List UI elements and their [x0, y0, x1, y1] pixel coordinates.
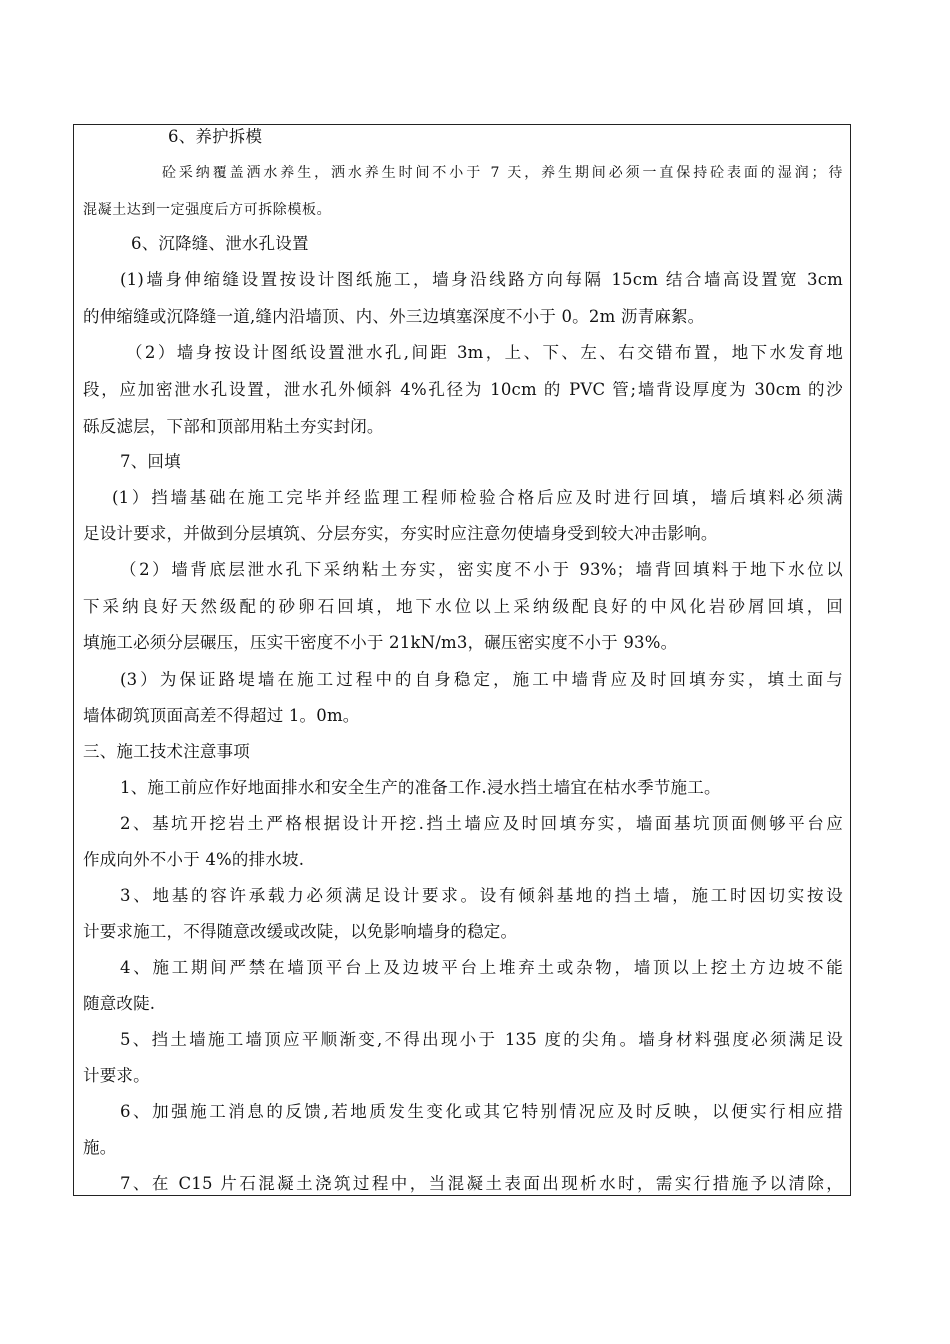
paragraph-line: （2）墙背底层泄水孔下采纳粘土夯实，密实度不小于 93%；墙背回填料于地下水位以: [120, 560, 843, 579]
paragraph-line: (1)墙身伸缩缝设置按设计图纸施工，墙身沿线路方向每隔 15cm 结合墙高设置宽 3cm: [120, 270, 843, 289]
paragraph-line: 砾反滤层，下部和顶部用粘土夯实封闭。: [83, 417, 384, 436]
paragraph-line: (3）为保证路堤墙在施工过程中的自身稳定，施工中墙背应及时回填夯实，填土面与: [120, 670, 843, 689]
paragraph-line: 计要求。: [83, 1066, 150, 1085]
paragraph-line: 施。: [83, 1138, 117, 1157]
paragraph-line: 4、施工期间严禁在墙顶平台上及边坡平台上堆弃土或杂物，墙顶以上挖土方边坡不能: [120, 958, 843, 977]
paragraph-line: 填施工必须分层碾压，压实干密度不小于 21kN/m3，碾压密实度不小于 93%。: [83, 633, 678, 652]
paragraph-line: 计要求施工，不得随意改缓或改陡，以免影响墙身的稳定。: [83, 922, 518, 941]
heading-construction-notes: 三、施工技术注意事项: [83, 742, 250, 761]
paragraph-line: (1）挡墙基础在施工完毕并经监理工程师检验合格后应及时进行回填，墙后填料必须满: [112, 488, 843, 507]
paragraph-line: 6、加强施工消息的反馈,若地质发生变化或其它特别情况应及时反映，以便实行相应措: [120, 1102, 843, 1121]
paragraph-line: 下采纳良好天然级配的砂卵石回填，地下水位以上采纳级配良好的中风化岩砂屑回填，回: [83, 597, 843, 616]
paragraph-line: 3、地基的容许承载力必须满足设计要求。设有倾斜基地的挡土墙，施工时因切实按设: [120, 886, 843, 905]
paragraph-line: 随意改陡.: [83, 994, 156, 1013]
paragraph-line: 砼采纳覆盖洒水养生，洒水养生时间不小于 7 天，养生期间必须一直保持砼表面的湿润；待: [162, 165, 843, 181]
paragraph-line: 足设计要求，并做到分层填筑、分层夯实，夯实时应注意勿使墙身受到较大冲击影响。: [83, 524, 718, 543]
heading-backfill: 7、回填: [120, 452, 181, 471]
paragraph-line: 5、挡土墙施工墙顶应平顺渐变,不得出现小于 135 度的尖角。墙身材料强度必须满足设: [120, 1030, 843, 1049]
heading-curing: 6、养护拆模: [168, 127, 263, 146]
heading-settlement-joint: 6、沉降缝、泄水孔设置: [131, 234, 309, 253]
paragraph-line: 段，应加密泄水孔设置，泄水孔外倾斜 4%孔径为 10cm 的 PVC 管;墙背设厚度为 30cm 的沙: [83, 380, 843, 399]
paragraph-line: 混凝土达到一定强度后方可拆除模板。: [83, 202, 332, 218]
paragraph-line: 作成向外不小于 4%的排水坡.: [83, 850, 305, 869]
paragraph-line: 的伸缩缝或沉降缝一道,缝内沿墙顶、内、外三边填塞深度不小于 0。2m 沥青麻絮。: [83, 307, 705, 326]
paragraph-line: 1、施工前应作好地面排水和安全生产的准备工作.浸水挡土墙宜在枯水季节施工。: [120, 778, 721, 797]
paragraph-line: 墙体砌筑顶面高差不得超过 1。0m。: [83, 706, 360, 725]
paragraph-line: （2）墙身按设计图纸设置泄水孔,间距 3m，上、下、左、右交错布置，地下水发育地: [126, 343, 843, 362]
paragraph-line: 2、基坑开挖岩土严格根据设计开挖.挡土墙应及时回填夯实，墙面基坑顶面侧够平台应: [120, 814, 843, 833]
paragraph-line: 7、在 C15 片石混凝土浇筑过程中，当混凝土表面出现析水时，需实行措施予以清除，: [120, 1174, 843, 1193]
